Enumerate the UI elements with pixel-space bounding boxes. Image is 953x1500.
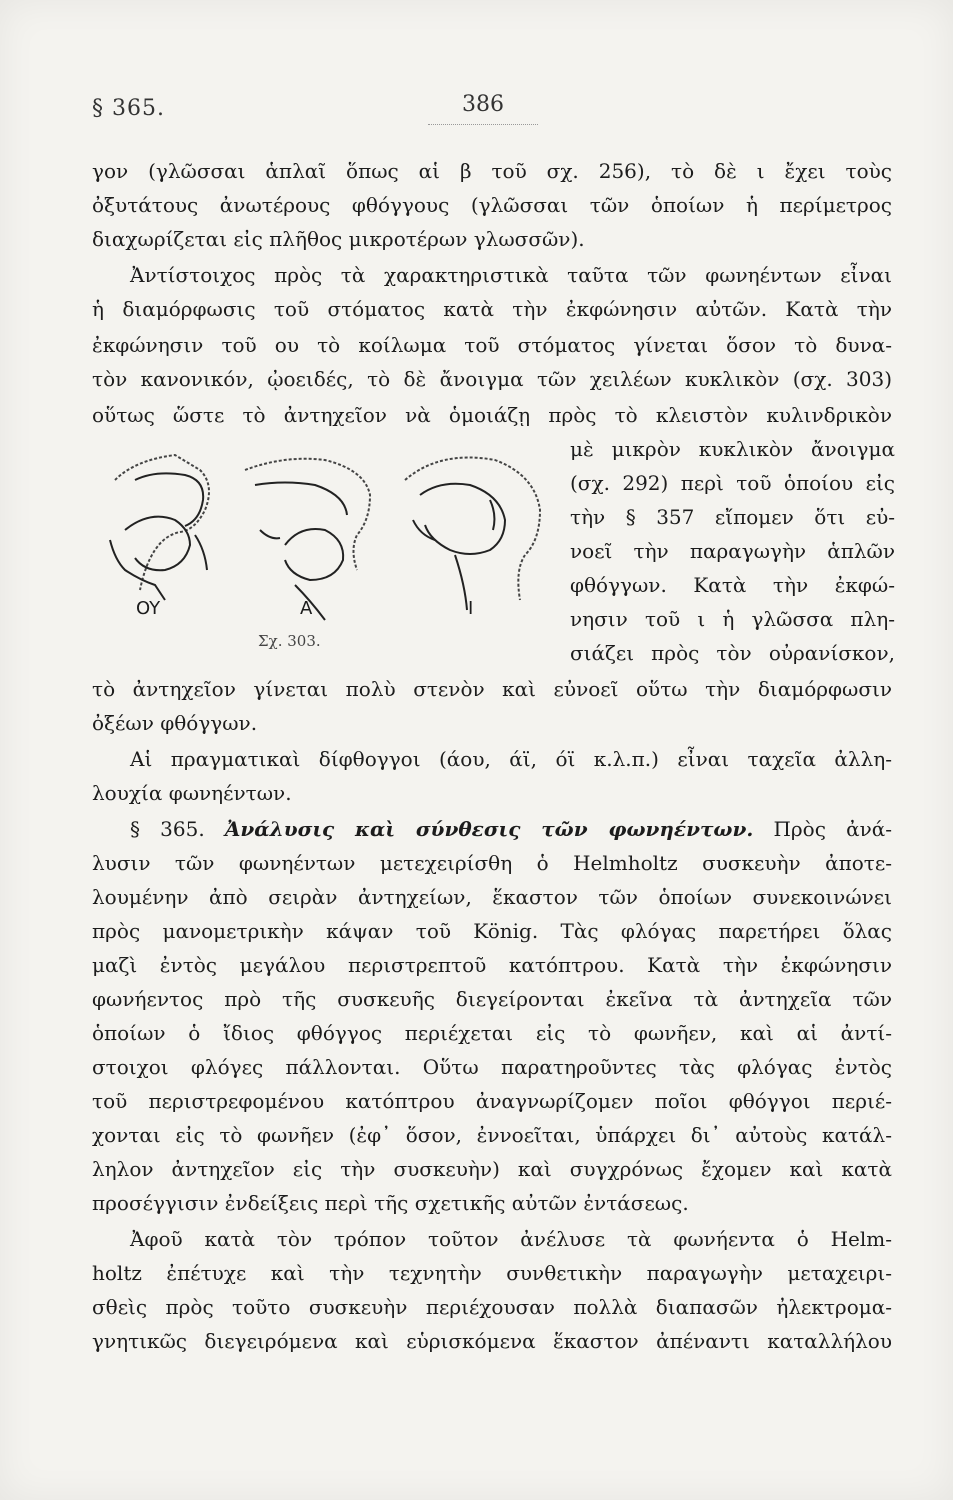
figure-caption: Σχ. 303. [258, 632, 321, 650]
text-line: μὲ μικρὸν κυκλικὸν ἄνοιγμα [570, 437, 895, 461]
section-marker: § 365. [92, 96, 165, 121]
text-line: χονται εἰς τὸ φωνῆεν (ἐφ᾿ ὅσον, ἐννοεῖται, ὑπάρχει δι᾿ αὐτοὺς κατάλ- [92, 1123, 892, 1147]
text-line: μαζὶ ἐντὸς μεγάλου περιστρεπτοῦ κατόπτρου. Κατὰ τὴν ἐκφώνησιν [92, 953, 892, 977]
text-line: ὀξέων φθόγγων. [92, 711, 258, 735]
text-line: ληλον ἀντηχεῖον εἰς τὴν συσκευὴν) καὶ συγχρόνως ἔχομεν καὶ κατὰ [92, 1157, 892, 1181]
text-line: νησιν τοῦ ι ἡ γλῶσσα πλη- [570, 607, 895, 631]
text-line: σθεὶς πρὸς τοῦτο συσκευὴν περιέχουσαν πολλὰ διαπασῶν ἠλεκτρομα- [92, 1295, 892, 1319]
text-line: τὴν § 357 εἴπομεν ὅτι εὐ- [570, 505, 895, 529]
text-line: ὀξυτάτους ἀνωτέρους φθόγγους (γλῶσσαι τῶν ὁποίων ἡ περίμετρος [92, 193, 892, 217]
section-title: Ἀνάλυσις καὶ σύνθεσις τῶν φωνηέντων. [224, 817, 754, 841]
text-line: Ἀφοῦ κατὰ τὸν τρόπον τοῦτον ἀνέλυσε τὰ φωνήεντα ὁ Helm- [130, 1227, 892, 1251]
text-line: γνητικῶς διεγειρόμενα καὶ εὑρισκόμενα ἕκαστον ἀπέναντι καταλλήλου [92, 1329, 892, 1353]
text-line: τὸ ἀντηχεῖον γίνεται πολὺ στενὸν καὶ εὐνοεῖ οὕτω τὴν διαμόρφωσιν [92, 677, 892, 701]
page-number: 386 [462, 92, 504, 117]
head-profile-a [245, 459, 370, 620]
text-line: λουχία φωνηέντων. [92, 781, 292, 805]
figure-label-ou: OY [136, 598, 161, 619]
text-line: οὕτως ὥστε τὸ ἀντηχεῖον νὰ ὁμοιάζῃ πρὸς τὸ κλειστὸν κυλινδρικὸν [92, 403, 892, 427]
text-line: (σχ. 292) περὶ τοῦ ὁποίου εἰς [570, 471, 895, 495]
figure-label-i: I [468, 598, 474, 619]
text-line: Ἀντίστοιχος πρὸς τὰ χαρακτηριστικὰ ταῦτα τῶν φωνηέντων εἶναι [130, 263, 892, 287]
text-line: λουμένην ἀπὸ σειρὰν ἀντηχείων, ἕκαστον τῶν ὁποίων συνεκοινώνει [92, 885, 892, 909]
text-line: holtz ἐπέτυχε καὶ τὴν τεχνητὴν συνθετικὴν παραγωγὴν μεταχειρι- [92, 1261, 892, 1285]
text-line: στοιχοι φλόγες πάλλονται. Οὕτω παρατηροῦντες τὰς φλόγας ἐντὸς [92, 1055, 892, 1079]
head-profile-ou [110, 455, 209, 600]
header-rule [428, 124, 538, 125]
text-line: γον (γλῶσσαι ἁπλαῖ ὅπως αἱ β τοῦ σχ. 256), τὸ δὲ ι ἔχει τοὺς [92, 159, 892, 183]
text-line: προσέγγισιν ἐνδείξεις περὶ τῆς σχετικῆς αὐτῶν ἐντάσεως. [92, 1191, 689, 1215]
text-line: πρὸς μανομετρικὴν κάψαν τοῦ König. Τὰς φλόγας παρετήρει ὅλας [92, 919, 892, 943]
section-mark: § 365. [130, 817, 205, 841]
section-heading-line [130, 816, 892, 842]
text-line: Αἱ πραγματικαὶ δίφθογγοι (άου, άϊ, όϊ κ.λ.π.) εἶναι ταχεῖα ἀλλη- [130, 747, 892, 771]
text-line: διαχωρίζεται εἰς πλῆθος μικροτέρων γλωσσῶν). [92, 227, 585, 251]
text-line: ὁποίων ὁ ἴδιος φθόγγος περιέχεται εἰς τὸ φωνῆεν, καὶ αἱ ἀντί- [92, 1021, 892, 1045]
text-line: νοεῖ τὴν παραγωγὴν ἁπλῶν [570, 539, 895, 563]
text-line: τὸν κανονικόν, ᾠοειδές, τὸ δὲ ἄνοιγμα τῶν χειλέων κυκλικὸν (σχ. 303) [92, 367, 892, 391]
head-profile-i [405, 458, 540, 611]
text-line: τοῦ περιστρεφομένου κατόπτρου ἀναγνωρίζομεν ποῖοι φθόγγοι περιέ- [92, 1089, 892, 1113]
vocal-tract-figure [95, 440, 555, 670]
text-line: φωνήεντος πρὸ τῆς συσκευῆς διεγείρονται ἐκεῖνα τὰ ἀντηχεῖα τῶν [92, 987, 892, 1011]
text-line: λυσιν τῶν φωνηέντων μετεχειρίσθη ὁ Helmholtz συσκευὴν ἀποτε- [92, 851, 892, 875]
text-line: ἐκφώνησιν τοῦ ου τὸ κοίλωμα τοῦ στόματος γίνεται ὅσον τὸ δυνα- [92, 333, 892, 357]
text-line: σιάζει πρὸς τὸν οὐρανίσκον, [570, 641, 895, 665]
text-line: φθόγγων. Κατὰ τὴν ἐκφώ- [570, 573, 895, 597]
figure-label-a: A [300, 598, 313, 619]
section-first-words: Πρὸς ἀνά- [773, 817, 893, 841]
text-line: ἡ διαμόρφωσις τοῦ στόματος κατὰ τὴν ἐκφώνησιν αὐτῶν. Κατὰ τὴν [92, 297, 892, 321]
